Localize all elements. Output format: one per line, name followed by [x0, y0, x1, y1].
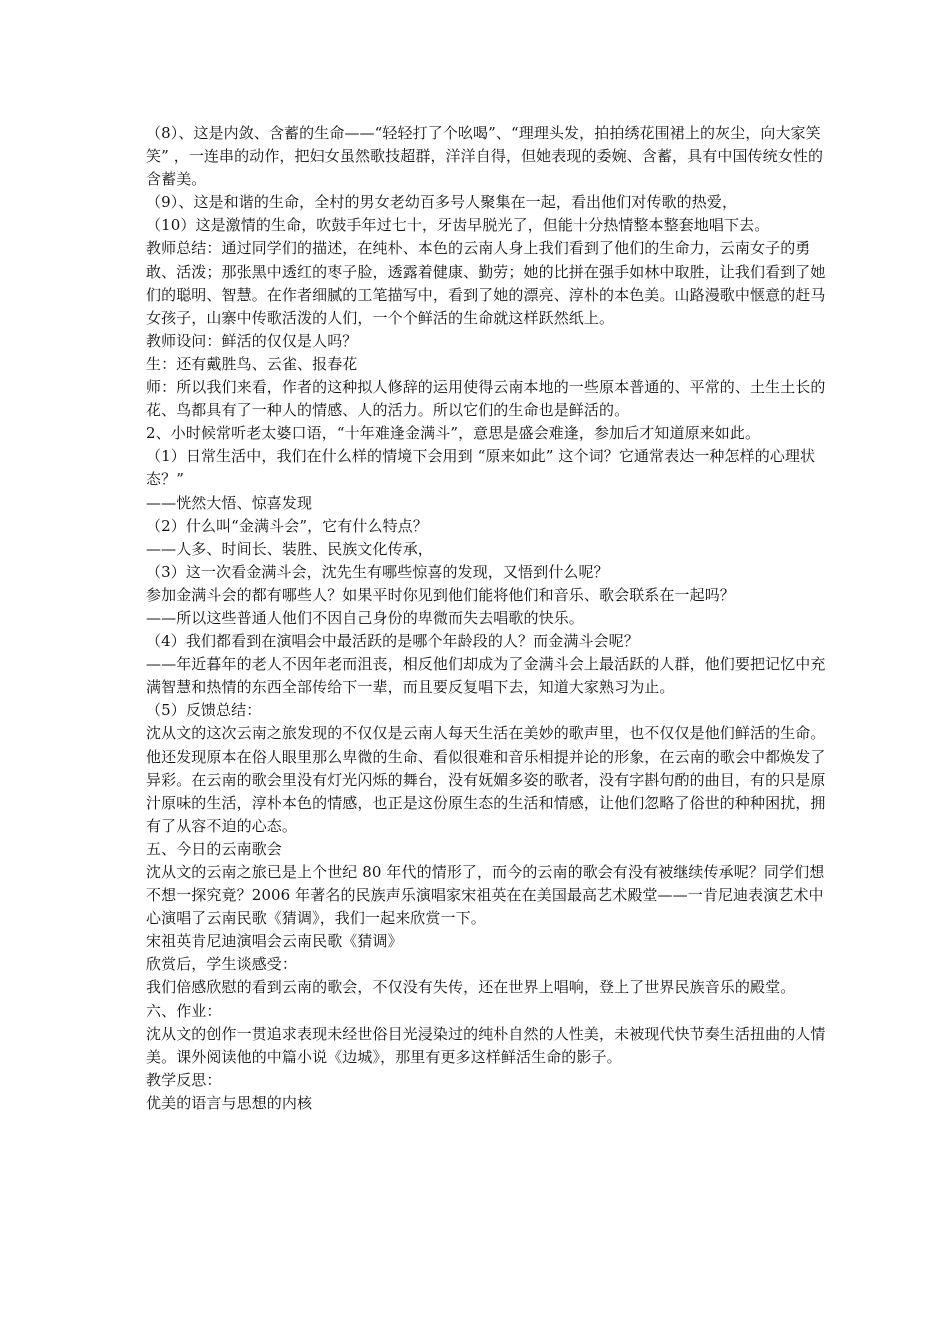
- section-5-text: 沈从文的云南之旅已是上个世纪 80 年代的情形了，而今的云南的歌会有没有被继续传承呢？同学们想不想一探究竟？2006 年著名的民族声乐演唱家宋祖英在在美国最高艺术殿堂——一肯尼迪表演艺术中心演唱了云南民歌《猜调》，我们一起来欣赏一下。: [146, 863, 825, 928]
- section-2-intro: 2、小时候常听老太婆口语，“十年难逢金满斗”，意思是盛会难逢，参加后才知道原来如此。: [146, 424, 761, 443]
- teacher-summary: 教师总结：通过同学们的描述，在纯朴、本色的云南人身上我们看到了他们的生命力，云南女子的勇敢、活泼；那张黑中透红的枣子脸，透露着健康、勤劳；她的比拼在强手如林中取胜，让我们看到了她们的聪明、智慧。在作者细腻的工笔描写中，看到了她的漂亮、淳朴的本色美。山路漫歌中惬意的赶马女孩子，山寨中传歌活泼的人们，一个个鲜活的生命就这样跃然纸上。: [146, 239, 826, 327]
- performance-title: 宋祖英肯尼迪演唱会云南民歌《猜调》: [146, 932, 403, 951]
- section-5-heading: 五、今日的云南歌会: [146, 839, 282, 858]
- teacher-question: 教师设问：鲜活的仅仅是人吗？: [146, 331, 358, 350]
- answer-1: ——恍然大悟、惊喜发现: [146, 493, 313, 512]
- teacher-explanation: 师：所以我们来看，作者的这种拟人修辞的运用使得云南本地的一些原本普通的、平常的、土生土长的花、鸟都具有了一种人的情感、人的活力。所以它们的生命也是鲜活的。: [146, 378, 826, 420]
- question-2: （2）什么叫“金满斗会”，它有什么特点？: [146, 516, 428, 535]
- reflection-text: 优美的语言与思想的内核: [146, 1093, 313, 1112]
- post-listening-response: 我们倍感欣慰的看到云南的歌会，不仅没有失传，还在世界上唱响，登上了世界民族音乐的殿堂。: [146, 978, 796, 997]
- question-1: （1）日常生活中，我们在什么样的情境下会用到 “原来如此” 这个词？它通常表达一种怎样的心理状态？”: [146, 447, 816, 489]
- post-listening-prompt: 欣赏后，学生谈感受：: [146, 955, 298, 974]
- student-answer: 生：还有戴胜鸟、云雀、报春花: [146, 354, 358, 373]
- answer-2: ——人多、时间长、装胜、民族文化传承，: [146, 539, 433, 558]
- paragraph-10-passionate-life: （10）这是激情的生命，吹鼓手年过七十，牙齿早脱光了，但能十分热情整本整套地唱下去。: [146, 216, 770, 235]
- homework-text: 沈从文的创作一贯追求表现未经世俗目光浸染过的纯朴自然的人性美，未被现代快节奏生活扭曲的人情美。课外阅读他的中篇小说《边城》，那里有更多这样鲜活生命的影子。: [146, 1024, 826, 1066]
- reflection-heading: 教学反思：: [146, 1070, 222, 1089]
- paragraph-9-harmonious-life: （9）、这是和谐的生命，全村的男女老幼百多号人聚集在一起，看出他们对传歌的热爱，: [146, 193, 738, 212]
- answer-3: ——所以这些普通人他们不因自己身份的卑微而失去唱歌的快乐。: [146, 608, 584, 627]
- question-3: （3）这一次看金满斗会，沈先生有哪些惊喜的发现，又悟到什么呢？: [146, 562, 609, 581]
- feedback-summary-text: 沈从文的这次云南之旅发现的不仅仅是云南人每天生活在美妙的歌声里，也不仅仅是他们鲜活的生命。他还发现原本在俗人眼里那么卑微的生命、看似很难和音乐相提并论的形象，在云南的歌会中都焕发了异彩。在云南的歌会里没有灯光闪烁的舞台，没有妩媚多姿的歌者，没有字斟句酌的曲目，有的只是原汁原味的生活，淳朴本色的情感，也正是这份原生态的生活和情感，让他们忽略了俗世的种种困扰，拥有了从容不迫的心态。: [146, 724, 826, 835]
- paragraph-8-restrained-life: （8）、这是内敛、含蓄的生命——“轻轻打了个吆喝”、“理理头发，拍拍绣花围裙上的灰尘，向大家笑笑” ，一连串的动作，把妇女虽然歌技超群，洋洋自得，但她表现的委婉、含蓄，具有中国传统女性的含蓄美。: [146, 124, 824, 189]
- section-6-heading: 六、作业：: [146, 1001, 222, 1020]
- question-4: （4）我们都看到在演唱会中最活跃的是哪个年龄段的人？而金满斗会呢？: [146, 632, 639, 651]
- feedback-summary-heading: （5）反馈总结：: [146, 701, 262, 720]
- question-3-followup: 参加金满斗会的都有哪些人？如果平时你见到他们能将他们和音乐、歌会联系在一起吗？: [146, 585, 735, 604]
- answer-4: ——年近暮年的老人不因年老而沮丧，相反他们却成为了金满斗会上最活跃的人群，他们要把记忆中充满智慧和热情的东西全部传给下一辈，而且要反复唱下去，知道大家熟习为止。: [146, 655, 826, 697]
- document-body: [146, 122, 826, 1115]
